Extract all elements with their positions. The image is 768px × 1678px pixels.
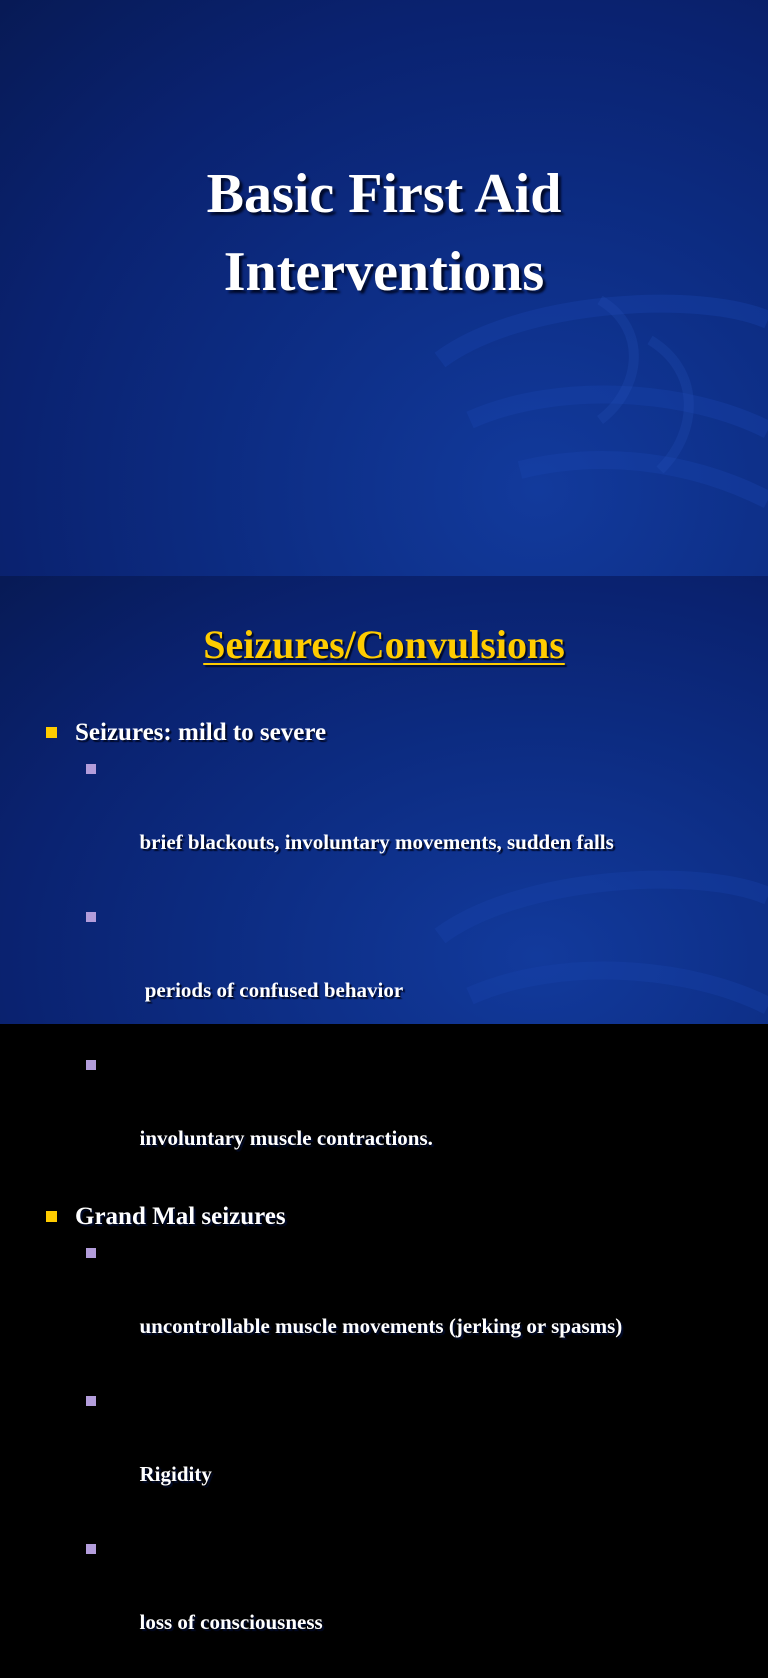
- bullet-item: [0, 716, 768, 750]
- square-bullet-icon: [46, 727, 57, 738]
- title-line-2: Interventions: [223, 241, 545, 303]
- square-bullet-icon: [86, 1248, 96, 1258]
- square-bullet-icon: [86, 1396, 96, 1406]
- slide-title: [0, 0, 768, 576]
- title-line-1: Basic First Aid: [206, 163, 562, 225]
- bullet-text: Seizures: mild to severe: [75, 719, 327, 746]
- sub-bullet-text: loss of consciousness: [139, 1610, 323, 1634]
- sub-bullet-item: [0, 1046, 768, 1194]
- bullet-text: Grand Mal seizures: [75, 1203, 286, 1230]
- slide-title-heading: [0, 155, 768, 311]
- square-bullet-icon: [86, 764, 96, 774]
- sub-bullet-item: [0, 1382, 768, 1530]
- sub-bullet-text: uncontrollable muscle movements (jerking or spasms): [139, 1314, 623, 1338]
- bullet-item: [0, 1200, 768, 1234]
- sub-bullet-text: involuntary muscle contractions.: [139, 1126, 433, 1150]
- bullet-list: [0, 716, 768, 1678]
- sub-bullet-text: periods of confused behavior: [139, 978, 404, 1002]
- sub-bullet-item: [0, 1530, 768, 1678]
- square-bullet-icon: [86, 912, 96, 922]
- slide-heading: Seizures/Convulsions: [203, 622, 565, 667]
- sub-bullet-item: [0, 898, 768, 1046]
- sub-bullet-text: brief blackouts, involuntary movements, sudden falls: [139, 830, 614, 854]
- slide-seizures: [0, 576, 768, 1634]
- square-bullet-icon: [86, 1544, 96, 1554]
- sub-bullet-text: Rigidity: [139, 1462, 212, 1486]
- square-bullet-icon: [46, 1211, 57, 1222]
- square-bullet-icon: [86, 1060, 96, 1070]
- sub-bullet-item: [0, 750, 768, 898]
- sub-bullet-item: [0, 1234, 768, 1382]
